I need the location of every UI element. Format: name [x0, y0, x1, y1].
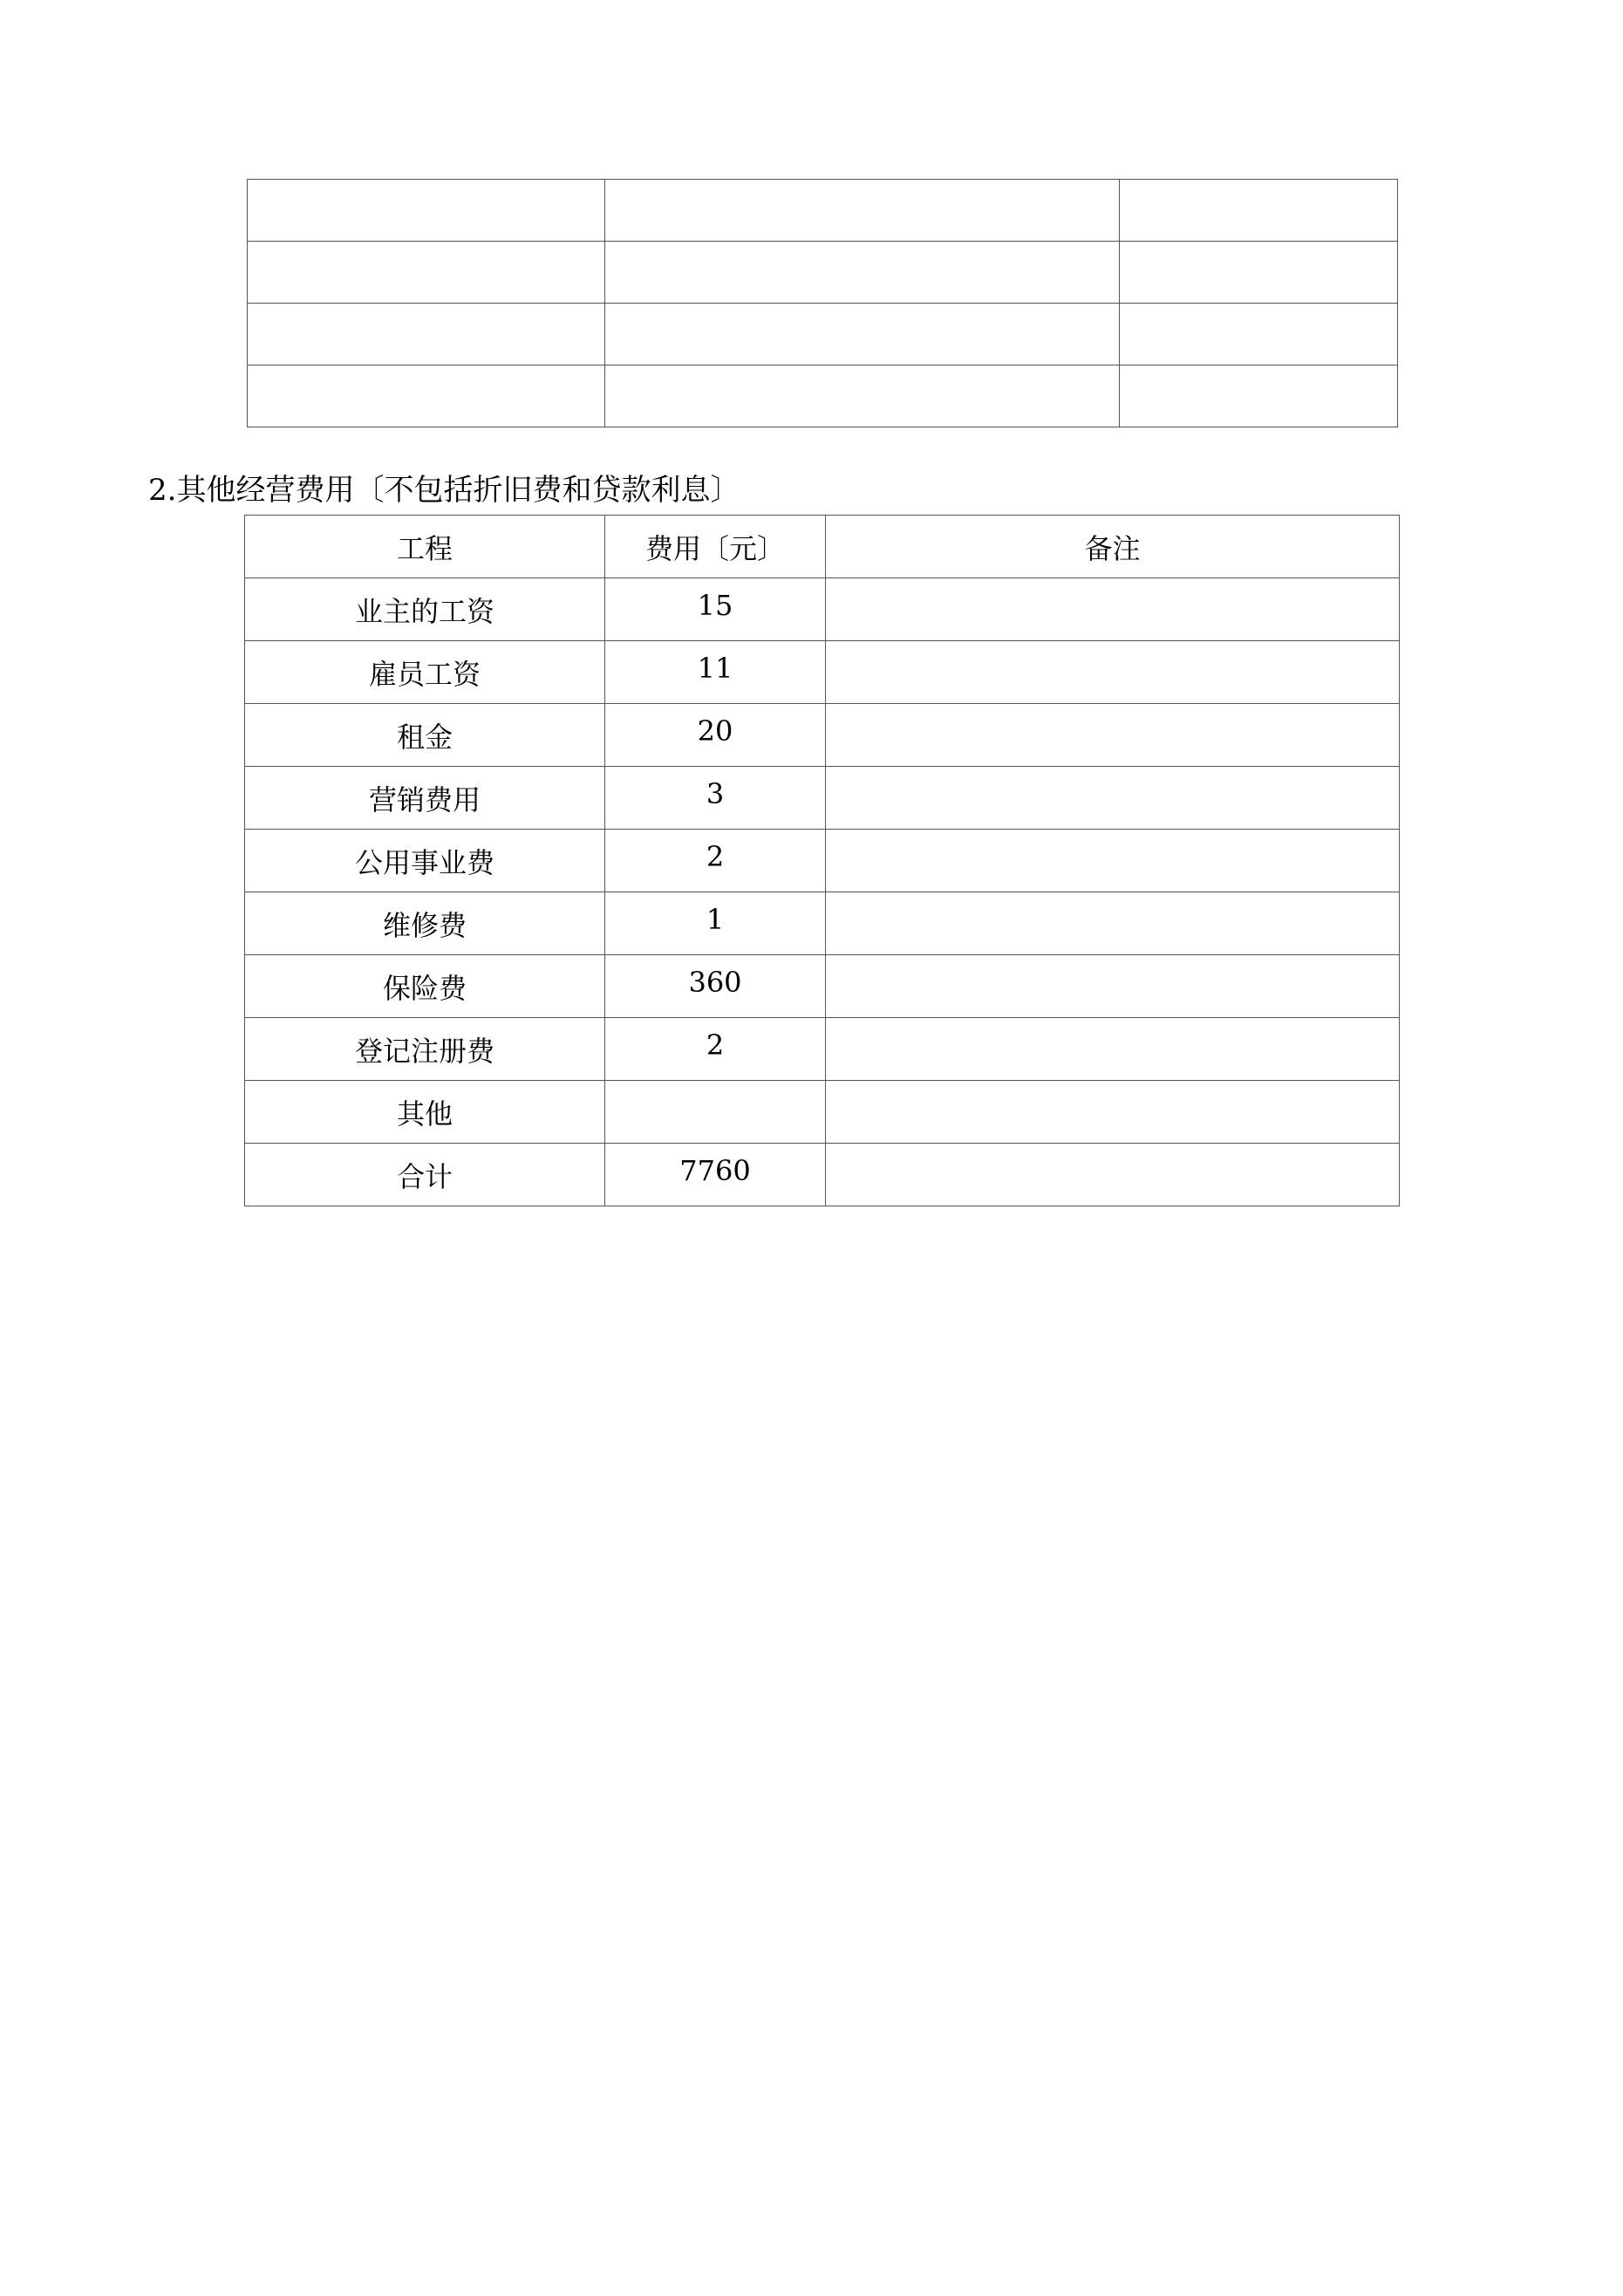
row-cost: 2	[605, 1018, 826, 1081]
row-cost: 3	[605, 767, 826, 830]
row-note	[826, 1018, 1400, 1081]
row-item: 维修费	[245, 892, 605, 955]
row-cost: 2	[605, 830, 826, 892]
total-item: 合计	[245, 1144, 605, 1206]
table-row	[245, 578, 1400, 641]
table-row	[248, 242, 1398, 304]
row-note	[826, 955, 1400, 1018]
table-row	[245, 892, 1400, 955]
row-note	[826, 1081, 1400, 1144]
header-note: 备注	[826, 516, 1400, 578]
header-cost: 费用〔元〕	[605, 516, 826, 578]
table-cell	[1120, 180, 1398, 242]
header-item: 工程	[245, 516, 605, 578]
row-item: 业主的工资	[245, 578, 605, 641]
row-item: 登记注册费	[245, 1018, 605, 1081]
table-cell	[605, 180, 1120, 242]
total-cost: 7760	[605, 1144, 826, 1206]
table-cell	[605, 242, 1120, 304]
row-note	[826, 830, 1400, 892]
table-cell	[248, 242, 605, 304]
row-note	[826, 578, 1400, 641]
table-row	[245, 641, 1400, 704]
row-cost: 20	[605, 704, 826, 767]
operating-cost-table	[244, 515, 1400, 1206]
table-total-row	[245, 1144, 1400, 1206]
table-row	[245, 955, 1400, 1018]
table-row	[248, 304, 1398, 366]
row-note	[826, 704, 1400, 767]
row-cost	[605, 1081, 826, 1144]
row-item: 雇员工资	[245, 641, 605, 704]
row-item: 保险费	[245, 955, 605, 1018]
table-cell	[248, 180, 605, 242]
section-heading: 2.其他经营费用〔不包括折旧费和贷款利息〕	[148, 473, 740, 508]
table-cell	[1120, 304, 1398, 366]
table-cell	[605, 366, 1120, 427]
row-item: 营销费用	[245, 767, 605, 830]
row-cost: 15	[605, 578, 826, 641]
table-row	[248, 366, 1398, 427]
row-note	[826, 892, 1400, 955]
table-row	[245, 830, 1400, 892]
table-cell	[248, 304, 605, 366]
table-row	[245, 1081, 1400, 1144]
row-cost: 1	[605, 892, 826, 955]
row-cost: 360	[605, 955, 826, 1018]
empty-table-top	[247, 179, 1398, 427]
row-item: 租金	[245, 704, 605, 767]
row-item: 其他	[245, 1081, 605, 1144]
row-note	[826, 767, 1400, 830]
table-cell	[605, 304, 1120, 366]
table-row	[245, 1018, 1400, 1081]
total-note	[826, 1144, 1400, 1206]
table-row	[245, 767, 1400, 830]
row-note	[826, 641, 1400, 704]
table-header-row	[245, 516, 1400, 578]
table-row	[248, 180, 1398, 242]
row-cost: 11	[605, 641, 826, 704]
row-item: 公用事业费	[245, 830, 605, 892]
table-cell	[1120, 366, 1398, 427]
table-cell	[1120, 242, 1398, 304]
table-cell	[248, 366, 605, 427]
table-row	[245, 704, 1400, 767]
